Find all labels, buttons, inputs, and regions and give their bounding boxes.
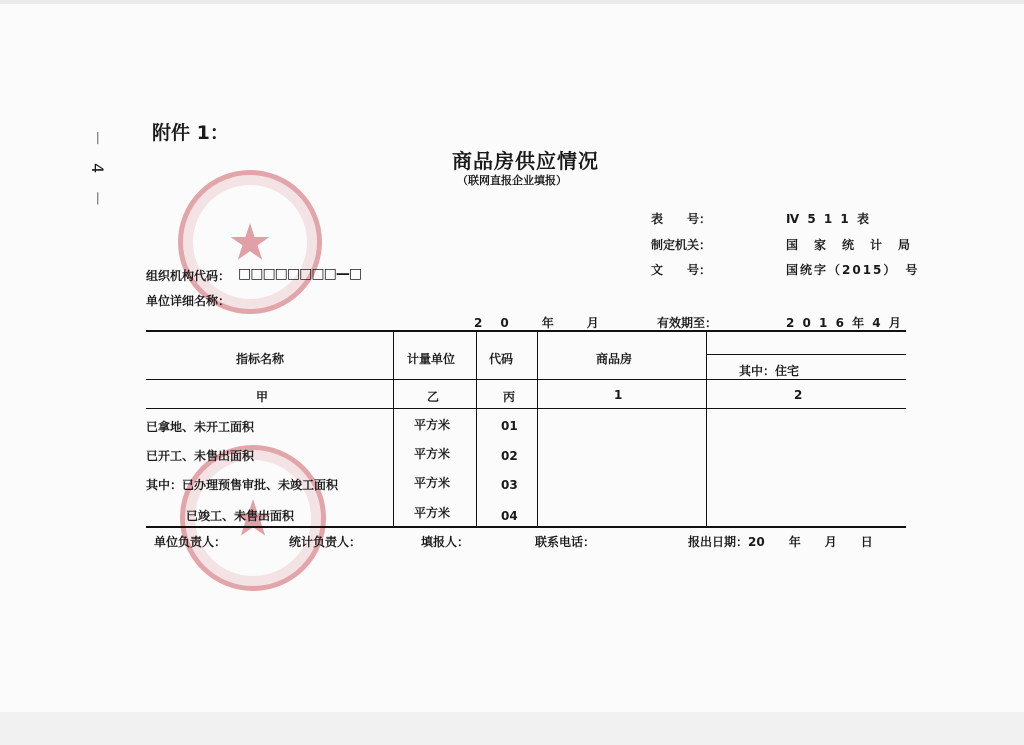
table-row-unit: 平方米 <box>414 476 451 490</box>
period-text: 2 0 年 月 <box>474 316 602 330</box>
agency-value: 国 家 统 计 局 <box>786 238 913 252</box>
phone-label: 联系电话： <box>535 535 596 549</box>
top-page-edge <box>0 0 1024 4</box>
attachment-label: 附件 1： <box>152 122 229 144</box>
stamp-star-icon <box>229 221 271 263</box>
agency-label: 制定机关： <box>651 238 712 252</box>
index-cell: 丙 <box>503 390 516 404</box>
header-bottom-border <box>146 379 906 380</box>
unit-column-divider <box>393 330 394 527</box>
valid-until-label: 有效期至： <box>657 316 718 330</box>
table-top-border <box>146 330 906 332</box>
table-row-code: 01 <box>501 419 518 433</box>
filler-label: 填报人： <box>421 535 470 549</box>
table-row-code: 04 <box>501 509 518 523</box>
commercial-column-divider <box>537 330 538 527</box>
table-number-value: Ⅳ 5 1 1 表 <box>786 212 871 226</box>
unit-name-label: 单位详细名称： <box>146 294 231 308</box>
document-number-value: 国统字（2015） 号 <box>786 263 920 277</box>
table-row-name: 其中：已办理预售审批、未竣工面积 <box>146 478 339 492</box>
index-cell: 乙 <box>427 390 440 404</box>
organization-code-label: 组织机构代码： <box>146 269 231 283</box>
bottom-page-edge <box>0 712 1024 745</box>
table-row-name: 已竣工、未售出面积 <box>186 509 295 523</box>
index-cell: 2 <box>794 388 803 402</box>
indicator-name-header: 指标名称 <box>236 352 285 366</box>
table-row-unit: 平方米 <box>414 447 451 461</box>
index-cell: 甲 <box>256 390 269 404</box>
report-date-label: 报出日期：20 年 月 日 <box>688 535 873 549</box>
residential-header: 其中：住宅 <box>739 364 800 378</box>
organization-code-boxes: □□□□□□□□—□ <box>238 266 362 282</box>
table-row-name: 已拿地、未开工面积 <box>146 420 255 434</box>
page-number: － 4 － <box>88 130 107 213</box>
table-bottom-border <box>146 526 906 528</box>
code-column-divider <box>476 330 477 527</box>
table-row-unit: 平方米 <box>414 418 451 432</box>
page-subtitle: （联网直报企业填报） <box>457 174 567 187</box>
page-title: 商品房供应情况 <box>452 149 599 173</box>
table-row-unit: 平方米 <box>414 506 451 520</box>
table-row-code: 03 <box>501 478 518 492</box>
residential-column-divider <box>706 330 707 527</box>
index-cell: 1 <box>614 388 623 402</box>
table-number-label: 表 号： <box>651 212 712 226</box>
commercial-housing-header: 商品房 <box>596 352 633 366</box>
table-row-name: 已开工、未售出面积 <box>146 449 255 463</box>
code-header: 代码 <box>489 352 514 366</box>
residential-header-divider <box>706 354 906 355</box>
valid-until-value: 2 0 1 6 年 4 月 <box>786 316 903 330</box>
statistics-leader-label: 统计负责人： <box>289 535 362 549</box>
index-row-bottom-border <box>146 408 906 409</box>
unit-header: 计量单位 <box>407 352 456 366</box>
unit-leader-label: 单位负责人： <box>154 535 227 549</box>
document-number-label: 文 号： <box>651 263 712 277</box>
table-row-code: 02 <box>501 449 518 463</box>
